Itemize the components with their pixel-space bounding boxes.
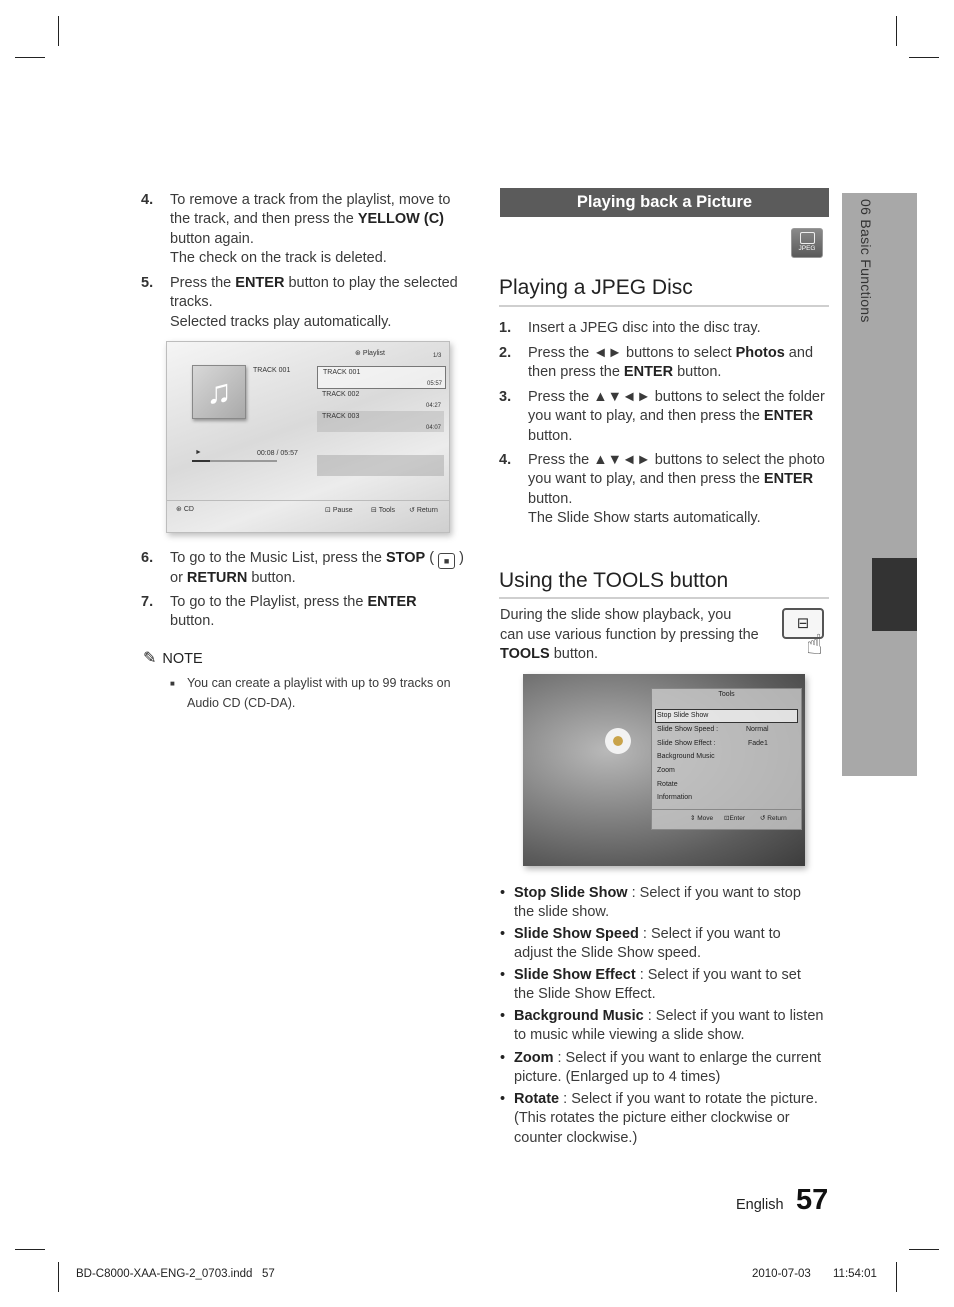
- now-playing-title: TRACK 001: [253, 367, 291, 374]
- step-5-line3: Selected tracks play automatically.: [170, 313, 392, 330]
- step-5-line1: Press the ENTER button to play the selected: [170, 275, 458, 291]
- heading-tools-button: Using the TOOLS button: [499, 569, 729, 592]
- tools-menu: Tools Stop Slide Show Slide Show Speed : Normal Slide Show Effect : Fade1 Background Music Zoom Rotate Information ⇕ Move ⊡Enter ↺ Return: [651, 688, 802, 830]
- pencil-icon: ✎: [143, 650, 157, 667]
- playlist-track[interactable]: TRACK 003 04:07: [317, 411, 444, 432]
- updown-icon: ⇕: [690, 815, 696, 822]
- chapter-side-tab: [842, 193, 917, 776]
- crop-mark: [909, 1249, 939, 1250]
- step-5-line2: tracks.: [170, 294, 213, 311]
- bullet-rotate: • Rotate : Select if you want to rotate the picture. (This rotates the picture either clockwise or counter clockwise.): [500, 1091, 818, 1146]
- empty-track-slot: [317, 455, 444, 476]
- slideshow-tools-screen: [523, 674, 805, 866]
- jpeg-badge: JPEG: [791, 228, 823, 258]
- enter-key-icon: ⊡: [724, 815, 730, 822]
- menu-item-background-music[interactable]: Background Music: [657, 753, 715, 760]
- bullet-slide-show-effect: • Slide Show Effect : Select if you want to set the Slide Show Effect.: [500, 967, 801, 1003]
- print-time: 11:54:01: [833, 1268, 877, 1280]
- step-6-line1: To go to the Music List, press the STOP ( ■ ): [170, 549, 464, 569]
- menu-item-slide-show-speed[interactable]: Slide Show Speed :: [657, 726, 719, 733]
- note-body: ■ You can create a playlist with up to 99 tracks on Audio CD (CD-DA).: [170, 676, 451, 710]
- heading-jpeg-disc: Playing a JPEG Disc: [499, 276, 693, 299]
- disc-icon: ⊛: [176, 506, 182, 513]
- section-title-bar: Playing back a Picture: [500, 188, 829, 217]
- page-number: 57: [796, 1184, 829, 1216]
- step-6-line2: or RETURN button.: [170, 570, 296, 586]
- return-hint: ↺ Return: [760, 815, 787, 822]
- playlist-label: Playlist: [362, 350, 386, 357]
- camera-icon: [800, 232, 815, 244]
- step-4-line3: button again.: [170, 230, 254, 247]
- music-player-screen: [166, 341, 450, 533]
- divider: [652, 809, 801, 810]
- step-4-line4: The check on the track is deleted.: [170, 250, 387, 267]
- chapter-marker: [872, 558, 917, 631]
- menu-item-slide-show-effect[interactable]: Slide Show Effect :: [657, 740, 716, 747]
- bullet-stop-slide-show: • Stop Slide Show : Select if you want to stop the slide show.: [500, 885, 801, 921]
- step-7-line1: To go to the Playlist, press the ENTER: [170, 594, 417, 610]
- pause-button[interactable]: ⊡ Pause: [325, 507, 353, 514]
- language-label: English: [736, 1197, 784, 1213]
- playlist-header: [355, 349, 385, 357]
- enter-hint: ⊡Enter: [724, 815, 745, 822]
- return-icon: ↺: [409, 507, 415, 514]
- crop-mark: [15, 1249, 45, 1250]
- bullet-zoom: • Zoom : Select if you want to enlarge the current picture. (Enlarged up to 4 times): [500, 1050, 822, 1086]
- progress-bar[interactable]: [192, 460, 277, 462]
- music-note-icon: ♫: [192, 365, 246, 419]
- play-icon: ►: [195, 449, 202, 456]
- flower-image: [603, 726, 633, 756]
- return-button[interactable]: ↺ Return: [409, 507, 438, 514]
- crop-mark: [909, 57, 939, 58]
- pointing-hand-icon: ☝: [806, 629, 824, 660]
- crop-mark: [15, 57, 45, 58]
- playlist-track[interactable]: TRACK 002 04:27: [322, 391, 441, 409]
- menu-item-zoom[interactable]: Zoom: [657, 767, 675, 774]
- menu-item-information[interactable]: Information: [657, 794, 693, 801]
- chapter-label: 06 Basic Functions: [858, 199, 874, 323]
- return-icon: ↺: [760, 815, 766, 822]
- tools-key-icon: ⊟: [371, 507, 377, 514]
- step-7-line2: button.: [170, 613, 215, 630]
- step-4-line2: the track, and then press the YELLOW (C): [170, 211, 444, 228]
- playlist-track[interactable]: TRACK 001 05:57: [317, 366, 446, 389]
- bullet-background-music: • Background Music : Select if you want to listen to music while viewing a slide show.: [500, 1008, 824, 1044]
- menu-item-rotate[interactable]: Rotate: [657, 781, 678, 788]
- source-indicator: ⊛ CD: [176, 506, 194, 513]
- note-bullet-icon: ■: [170, 679, 175, 688]
- divider: [167, 500, 449, 501]
- print-date: 2010-07-03: [752, 1268, 811, 1280]
- crop-mark: [58, 16, 59, 46]
- pause-key-icon: ⊡: [325, 507, 331, 514]
- effect-value: Fade1: [748, 740, 768, 747]
- tools-remote-key-icon: ⊟: [782, 608, 824, 639]
- step-4-line1: To remove a track from the playlist, move to: [170, 192, 451, 208]
- stop-key-icon: ■: [438, 553, 455, 569]
- tools-intro: During the slide show playback, you can use various function by pressing the TOOLS button.: [500, 607, 759, 662]
- crop-mark: [896, 16, 897, 46]
- playback-time: 00:08 / 05:57: [257, 450, 298, 457]
- move-hint: ⇕ Move: [690, 815, 714, 822]
- heading-rule: [499, 597, 829, 599]
- bullet-slide-show-speed: • Slide Show Speed : Select if you want to adjust the Slide Show speed.: [500, 926, 781, 962]
- crop-mark: [58, 1262, 59, 1292]
- page-indicator: 1/3: [433, 353, 442, 359]
- disc-icon: ⊛: [355, 350, 361, 357]
- heading-rule: [499, 305, 829, 307]
- crop-mark: [896, 1262, 897, 1292]
- file-info: BD-C8000-XAA-ENG-2_0703.indd 57: [76, 1268, 275, 1280]
- menu-item-stop-slide-show[interactable]: Stop Slide Show: [657, 712, 709, 719]
- note-header: ✎ NOTE: [143, 650, 203, 667]
- tools-button[interactable]: ⊟ Tools: [371, 507, 396, 514]
- speed-value: Normal: [746, 726, 769, 733]
